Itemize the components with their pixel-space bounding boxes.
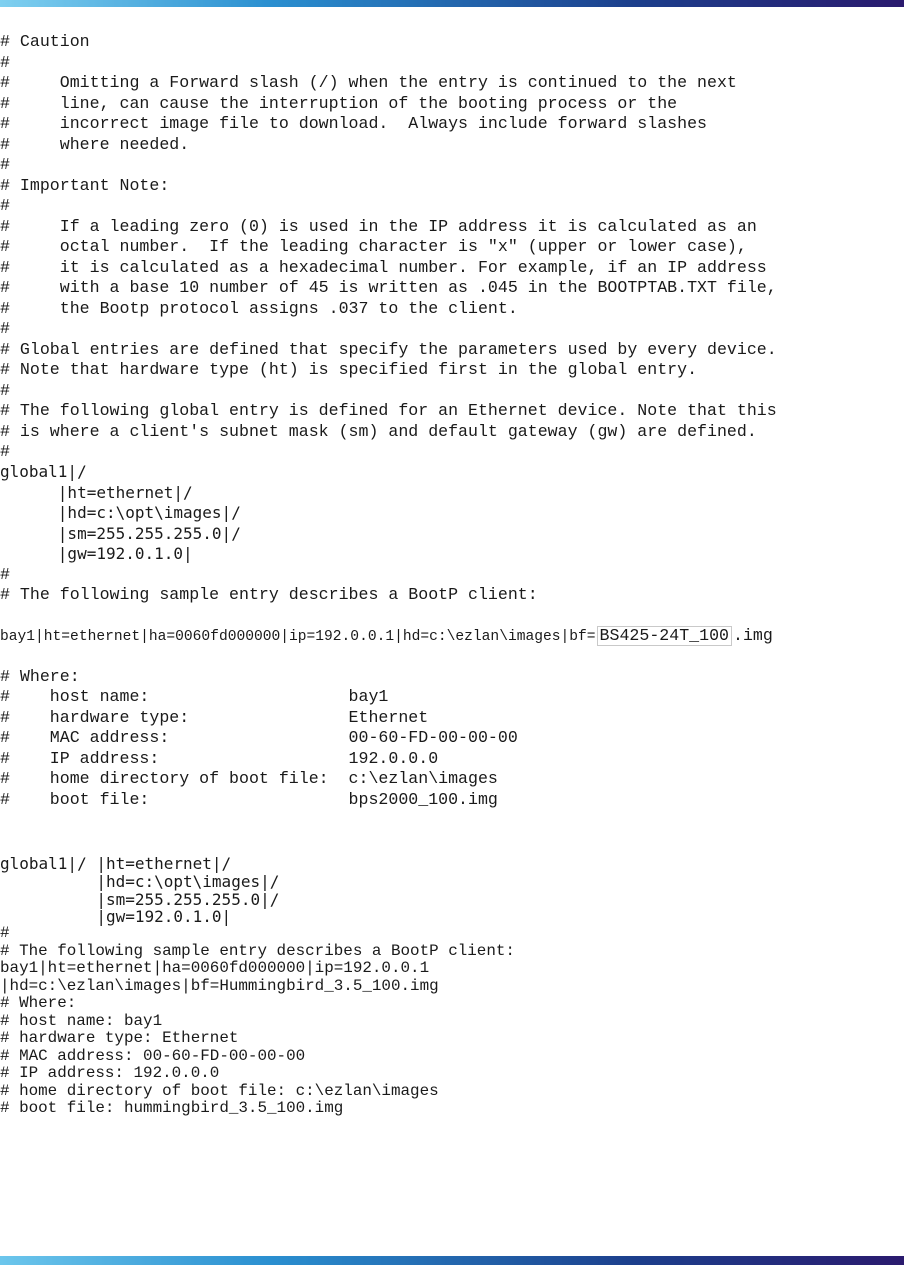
important-text-line: # the Bootp protocol assigns .037 to the client. bbox=[0, 299, 518, 318]
global-entry-2-line: |gw=192.0.1.0| bbox=[0, 907, 232, 926]
where-heading: # Where: bbox=[0, 667, 80, 686]
sample2-line: # bbox=[0, 924, 10, 942]
sample2-line: # The following sample entry describes a BootP client: bbox=[0, 942, 515, 960]
ethernet-text-line: # The following global entry is defined for an Ethernet device. Note that this bbox=[0, 401, 777, 420]
caution-text-line: # where needed. bbox=[0, 135, 190, 154]
ethernet-text-line: # is where a client's subnet mask (sm) and default gateway (gw) are defined. bbox=[0, 422, 757, 441]
comment-blank: # bbox=[0, 196, 10, 215]
global-entry-2-line: global1|/ |ht=ethernet|/ bbox=[0, 854, 232, 873]
caution-text-line: # Omitting a Forward slash (/) when the entry is continued to the next bbox=[0, 73, 737, 92]
sample2-line: # host name: bay1 bbox=[0, 1012, 163, 1030]
important-text-line: # If a leading zero (0) is used in the IP address it is calculated as an bbox=[0, 217, 757, 236]
sample-entry bbox=[0, 626, 773, 647]
global-entry-param: |gw=192.0.1.0| bbox=[0, 544, 193, 563]
global-entry-2-line: |sm=255.255.255.0|/ bbox=[0, 890, 280, 909]
sample-heading: # The following sample entry describes a BootP client: bbox=[0, 585, 538, 604]
sample2-line: # home directory of boot file: c:\ezlan\images bbox=[0, 1082, 439, 1100]
global-entry-param: |ht=ethernet|/ bbox=[0, 483, 193, 502]
global-entry-param: |sm=255.255.255.0|/ bbox=[0, 524, 241, 543]
sample2-line: # hardware type: Ethernet bbox=[0, 1029, 239, 1047]
important-heading: # Important Note: bbox=[0, 176, 170, 195]
caution-text-line: # line, can cause the interruption of the booting process or the bbox=[0, 94, 678, 113]
comment-blank: # bbox=[0, 565, 10, 584]
where-row: # boot file: bps2000_100.img bbox=[0, 790, 498, 809]
sample2-line: |hd=c:\ezlan\images|bf=Hummingbird_3.5_100.img bbox=[0, 977, 439, 995]
sample-entry-suffix: .img bbox=[732, 626, 773, 645]
where-row: # IP address: 192.0.0.0 bbox=[0, 749, 439, 768]
sample2-line: # MAC address: 00-60-FD-00-00-00 bbox=[0, 1047, 306, 1065]
where-row: # MAC address: 00-60-FD-00-00-00 bbox=[0, 728, 518, 747]
where-row: # home directory of boot file: c:\ezlan\images bbox=[0, 769, 498, 788]
global-text-line: # Note that hardware type (ht) is specified first in the global entry. bbox=[0, 360, 698, 379]
comment-blank: # bbox=[0, 381, 10, 400]
global-entry-name: global1|/ bbox=[0, 462, 87, 481]
sample2-line: bay1|ht=ethernet|ha=0060fd000000|ip=192.0.0.1 bbox=[0, 959, 430, 977]
caution-heading: # Caution bbox=[0, 32, 90, 51]
sample2-line: # boot file: hummingbird_3.5_100.img bbox=[0, 1099, 344, 1117]
where-row: # hardware type: Ethernet bbox=[0, 708, 429, 727]
global-entry-param: |hd=c:\opt\images|/ bbox=[0, 503, 241, 522]
global-entry-2-line: |hd=c:\opt\images|/ bbox=[0, 872, 280, 891]
comment-blank: # bbox=[0, 319, 10, 338]
comment-blank: # bbox=[0, 155, 10, 174]
sample2-line: # IP address: 192.0.0.0 bbox=[0, 1064, 220, 1082]
comment-blank: # bbox=[0, 442, 10, 461]
important-text-line: # with a base 10 number of 45 is written as .045 in the BOOTPTAB.TXT file, bbox=[0, 278, 777, 297]
sample-entry-prefix: bay1|ht=ethernet|ha=0060fd000000|ip=192.0.0.1|hd=c:\ezlan\images|bf= bbox=[0, 629, 596, 645]
important-text-line: # it is calculated as a hexadecimal number. For example, if an IP address bbox=[0, 258, 767, 277]
caution-text-line: # incorrect image file to download. Always include forward slashes bbox=[0, 114, 708, 133]
boot-file-highlight: BS425-24T_100 bbox=[597, 626, 732, 646]
where-row: # host name: bay1 bbox=[0, 687, 389, 706]
comment-blank: # bbox=[0, 53, 10, 72]
important-text-line: # octal number. If the leading character is "x" (upper or lower case), bbox=[0, 237, 747, 256]
sample2-line: # Where: bbox=[0, 994, 77, 1012]
top-accent-bar bbox=[0, 0, 904, 7]
global-text-line: # Global entries are defined that specify the parameters used by every device. bbox=[0, 340, 777, 359]
bottom-accent-bar bbox=[0, 1256, 904, 1265]
